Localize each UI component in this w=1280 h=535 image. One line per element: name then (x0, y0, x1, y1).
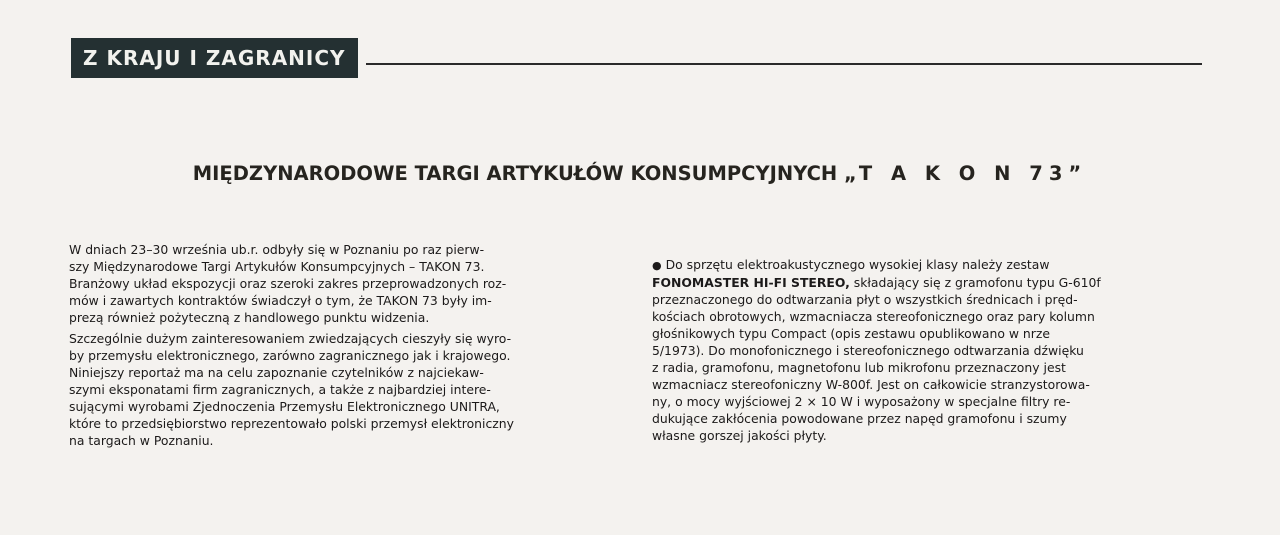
text-line: by przemysłu elektronicznego, zarówno zagranicznego jak i krajowego. (69, 348, 511, 363)
text-line: szy Międzynarodowe Targi Artykułów Konsumpcyjnych – TAKON 73. (69, 259, 485, 274)
text-line: własne gorszej jakości płyty. (652, 428, 827, 443)
text-line: prezą również pożyteczną z handlowego punktu widzenia. (69, 310, 430, 325)
section-label: Z KRAJU I ZAGRANICY (83, 46, 346, 70)
product-name: FONOMASTER HI-FI STEREO, (652, 275, 850, 290)
text-line: Branżowy układ ekspozycji oraz szeroki zakres przeprowadzonych roz- (69, 276, 507, 291)
text-line: mów i zawartych kontraktów świadczył o tym, że TAKON 73 były im- (69, 293, 492, 308)
right-column (652, 256, 1170, 444)
text-line (652, 274, 1170, 291)
text-line: kościach obrotowych, wzmacniacza stereofonicznego oraz pary kolumn (652, 309, 1095, 324)
product-line-rest: składający się z gramofonu typu G-610f (849, 275, 1101, 290)
text-line: sującymi wyrobami Zjednoczenia Przemysłu Elektronicznego UNITRA, (69, 399, 500, 414)
paragraph (69, 241, 619, 326)
text-line: głośnikowych typu Compact (opis zestawu opublikowano w nrze (652, 326, 1051, 341)
text-line: wzmacniacz stereofoniczny W-800f. Jest on całkowicie stranzystorowa- (652, 377, 1090, 392)
text-line: które to przedsiębiorstwo reprezentowało polski przemysł elektroniczny (69, 416, 514, 431)
text-line: przeznaczonego do odtwarzania płyt o wszystkich średnicach i pręd- (652, 292, 1078, 307)
text-line: ny, o mocy wyjściowej 2 × 10 W i wyposażony w specjalne filtry re- (652, 394, 1071, 409)
text-line: Szczególnie dużym zainteresowaniem zwiedzających cieszyły się wyro- (69, 331, 512, 346)
text-line: W dniach 23–30 września ub.r. odbyły się w Poznaniu po raz pierw- (69, 242, 485, 257)
text-line: dukujące zakłócenia powodowane przez napęd gramofonu i szumy (652, 411, 1067, 426)
text-line: 5/1973). Do monofonicznego i stereofonicznego odtwarzania dźwięku (652, 343, 1084, 358)
first-line-text: Do sprzętu elektroakustycznego wysokiej klasy należy zestaw (665, 257, 1050, 272)
text-line: z radia, gramofonu, magnetofonu lub mikrofonu przeznaczony jest (652, 360, 1066, 375)
text-line (652, 256, 1170, 274)
text-line: Niniejszy reportaż ma na celu zapoznanie czytelników z najciekaw- (69, 365, 484, 380)
text-line: szymi eksponatami firm zagranicznych, a także z najbardziej intere- (69, 382, 491, 397)
section-rule (366, 63, 1202, 65)
section-tag (71, 38, 358, 78)
article-title-event: „T A K O N 73” (844, 162, 1088, 185)
bullet-icon: ● (652, 259, 662, 272)
text-line: na targach w Poznaniu. (69, 433, 214, 448)
article-title-main: MIĘDZYNARODOWE TARGI ARTYKUŁÓW KONSUMPCYJNYCH (192, 162, 838, 185)
paragraph (69, 330, 619, 449)
article-title (0, 161, 1280, 187)
left-column (69, 241, 619, 449)
